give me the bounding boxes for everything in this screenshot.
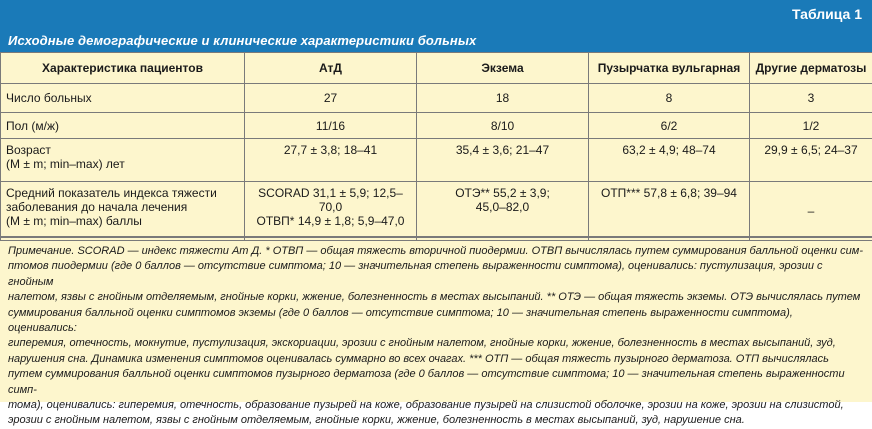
cell-value bbox=[417, 182, 589, 241]
row-label-line: заболевания до начала лечения bbox=[6, 200, 239, 214]
header-characteristic: Характеристика пациентов bbox=[1, 53, 245, 84]
cell-value: 27 bbox=[245, 84, 417, 113]
cell-value bbox=[589, 182, 750, 241]
cell-value: 8/10 bbox=[417, 113, 589, 139]
note-line: суммирования балльной оценки симптомов экземы (где 0 баллов — отсутствие симптома; 10 — значительная степень выраженности симптома), оценивались: bbox=[8, 306, 864, 337]
header-atd: АтД bbox=[245, 53, 417, 84]
row-label: Число больных bbox=[1, 84, 245, 113]
cell-value bbox=[750, 182, 872, 241]
row-label-line: (M ± m; min–max) лет bbox=[6, 157, 239, 171]
note-line: гиперемия, отечность, мокнутие, пустулизация, экскориации, эрозии с гнойным налетом, гнойные корки, жжение, болезненность в местах высыпаний, зуд, bbox=[8, 336, 864, 351]
cell-line: – bbox=[755, 204, 867, 218]
row-label bbox=[1, 139, 245, 182]
table-row bbox=[1, 113, 872, 139]
cell-value: 29,9 ± 6,5; 24–37 bbox=[750, 139, 872, 182]
table-row bbox=[1, 182, 872, 241]
cell-value: 18 bbox=[417, 84, 589, 113]
header-pemphigus: Пузырчатка вульгарная bbox=[589, 53, 750, 84]
header-row bbox=[1, 53, 872, 84]
note-line: нарушения сна. Динамика изменения симптомов оценивалась суммарно во всех очагах. *** ОТП — общая тяжесть пузырного дерматоза. ОТП вычислялась bbox=[8, 352, 864, 367]
cell-line: ОТЭ** 55,2 ± 3,9; bbox=[422, 186, 583, 200]
row-label: Пол (м/ж) bbox=[1, 113, 245, 139]
note-line: Примечание. SCORAD — индекс тяжести Ат Д. * ОТВП — общая тяжесть вторичной пиодермии. ОТВП вычислялась путем суммирования балльной оценки сим- bbox=[8, 244, 864, 259]
cell-line: 45,0–82,0 bbox=[422, 200, 583, 214]
note-line: эрозии с гнойным налетом, язвы с гнойным отделяемым, гнойные корки, жжение, болезненность в местах высыпаний, зуд, нарушение сна. bbox=[8, 413, 864, 428]
cell-value bbox=[245, 182, 417, 241]
cell-value: 27,7 ± 3,8; 18–41 bbox=[245, 139, 417, 182]
note-line: тома), оценивались: гиперемия, отечность, образование пузырей на коже, образование пузырей на слизистой оболочке, эрозии на коже, эрозии на слизистой, bbox=[8, 398, 864, 413]
header-eczema: Экзема bbox=[417, 53, 589, 84]
cell-value: 11/16 bbox=[245, 113, 417, 139]
row-label-line: Средний показатель индекса тяжести bbox=[6, 186, 239, 200]
row-label-line: (M ± m; min–max) баллы bbox=[6, 214, 239, 228]
table-number: Таблица 1 bbox=[792, 6, 862, 22]
title-bar bbox=[0, 0, 872, 52]
note-line: налетом, язвы с гнойным отделяемым, гнойные корки, жжение, болезненность в местах высыпаний. ** ОТЭ — общая тяжесть экземы. ОТЭ вычислялась путем bbox=[8, 290, 864, 305]
cell-value: 3 bbox=[750, 84, 872, 113]
row-label bbox=[1, 182, 245, 241]
note-line: путем суммирования балльной оценки симптомов пузырного дерматоза (где 0 баллов — отсутствие симптома; 10 — значительная степень выраженности симп- bbox=[8, 367, 864, 398]
header-other: Другие дерматозы bbox=[750, 53, 872, 84]
cell-value: 6/2 bbox=[589, 113, 750, 139]
cell-value: 63,2 ± 4,9; 48–74 bbox=[589, 139, 750, 182]
cell-line: SCORAD 31,1 ± 5,9; 12,5–70,0 bbox=[250, 186, 411, 214]
table-row bbox=[1, 84, 872, 113]
cell-value: 35,4 ± 3,6; 21–47 bbox=[417, 139, 589, 182]
note-line: птомов пиодермии (где 0 баллов — отсутствие симптома; 10 — значительная степень выраженности симптома), оценивались: пустулизация, эрозии с гнойным bbox=[8, 259, 864, 290]
cell-line: ОТП*** 57,8 ± 6,8; 39–94 bbox=[594, 186, 744, 200]
cell-value: 8 bbox=[589, 84, 750, 113]
table-title: Исходные демографические и клинические характеристики больных bbox=[8, 33, 476, 48]
row-label-line: Возраст bbox=[6, 143, 239, 157]
table-row bbox=[1, 139, 872, 182]
cell-line: ОТВП* 14,9 ± 1,8; 5,9–47,0 bbox=[250, 214, 411, 228]
cell-value: 1/2 bbox=[750, 113, 872, 139]
table-note bbox=[0, 236, 872, 402]
data-table bbox=[0, 52, 872, 241]
